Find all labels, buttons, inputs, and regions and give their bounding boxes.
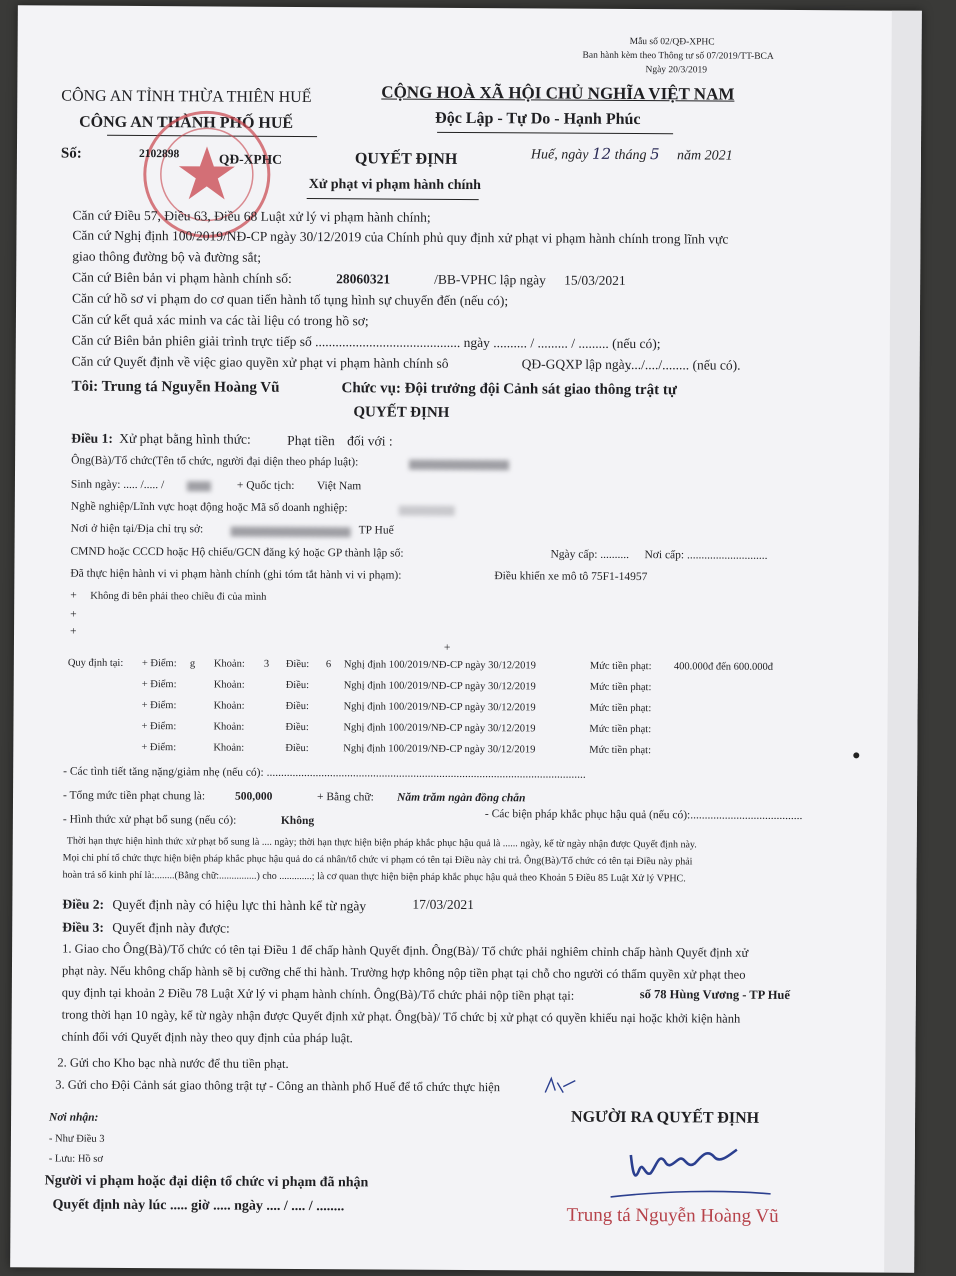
nationality-value: Việt Nam: [316, 480, 362, 493]
ink-dot: [853, 752, 859, 758]
person-label: Ông(Bà)/Tổ chức(Tên tổ chức, người đại diện theo pháp luật):: [71, 454, 359, 469]
khoan-label: Khoản:: [213, 700, 245, 712]
additional-label: - Hình thức xử phạt bổ sung (nếu có):: [62, 813, 237, 827]
recipient-1: - Như Điều 3: [48, 1133, 105, 1145]
violation-value: Điều khiển xe mô tô 75F1-14957: [494, 570, 648, 584]
fine-label: Mức tiền phạt:: [589, 723, 652, 736]
decree-ref: Nghị định 100/2019/NĐ-CP ngày 30/12/2019: [343, 722, 536, 735]
place-date-prefix: Huế, ngày: [530, 147, 589, 163]
regulation-prefix: Quy định tại:: [67, 657, 124, 669]
article2-text: Quyết định này có hiệu lực thi hành kể từ ngày: [112, 896, 367, 914]
payment-place: số 78 Hùng Vương - TP Huế: [639, 987, 790, 1002]
penalty-note-2: Mọi chi phí tổ chức thực hiện biện pháp khắc phục hậu quả do cá nhân/tổ chức vi phạm có tên tại Điều này chi trả. Ông(Bà)/Tổ chức có tên tại Điều này phải: [62, 852, 693, 868]
day-value: 12: [591, 144, 612, 163]
country-name: CỘNG HOÀ XÃ HỘI CHỦ NGHĨA VIỆT NAM: [381, 82, 735, 104]
words-label: + Bằng chữ:: [316, 791, 374, 804]
dieu-label: Điều:: [285, 658, 310, 671]
article3-p3: 3. Gửi cho Đội Cảnh sát giao thông trật tự - Công an thành phố Huế để tổ chức thực hiện: [55, 1077, 501, 1095]
khoan-label: Khoản:: [213, 721, 245, 733]
dieu-value: 6: [325, 659, 332, 671]
violator-ack: Người vi phạm hoặc đại diện tổ chức vi phạm đã nhận: [44, 1173, 369, 1191]
ground-5: Căn cứ kết quả xác minh va các tài liệu có trong hồ sơ;: [71, 311, 369, 329]
remedial-label: - Các biện pháp khắc phục hậu quả (nếu có):.......................................: [484, 808, 803, 823]
issue-date: Ngày cấp: ..........: [550, 548, 630, 561]
article3-heading: Điều 3:: [62, 919, 104, 935]
violation-item-1: Không đi bên phải theo chiều đi của mình: [90, 590, 267, 603]
total-label: - Tổng mức tiền phạt chung là:: [62, 789, 206, 803]
fine-label: Mức tiền phạt:: [589, 681, 652, 694]
ground-6: Căn cứ Biên bản phiên giải trình trực tiếp số ........................................... ngày .......... / ......... / ......... (nếu có);: [71, 332, 661, 352]
khoan-label: Khoản:: [213, 742, 245, 754]
words-value: Năm trăm ngàn đồng chẵn: [396, 791, 526, 805]
address-label: Nơi ở hiện tại/Địa chỉ trụ sở:: [70, 522, 204, 536]
penalty-note-3: hoàn trả số kinh phí là:........(Bằng chữ:...............) cho .............; là cơ quan thực hiện biện pháp khắc phục hậu quả theo Khoản 5 Điều 85 Luật Xử lý VPHC.: [62, 869, 686, 885]
fine-value: 400.000đ đến 600.000đ: [673, 661, 774, 673]
motto: Độc Lập - Tự Do - Hạnh Phúc: [435, 109, 641, 129]
penalty-note-1: Thời hạn thực hiện hình thức xử phạt bổ sung là .... ngày; thời hạn thực hiện biện pháp khắc phục hậu quả là ...... ngày, kể từ ngày nhận được Quyết định này.: [66, 835, 697, 851]
number-suffix: QĐ-XPHC: [218, 151, 282, 167]
signer-title: NGƯỜI RA QUYẾT ĐỊNH: [571, 1108, 760, 1127]
dieu-label: Điều:: [285, 721, 309, 734]
number-value: 2102898: [138, 147, 180, 161]
fine-label: Mức tiền phạt:: [589, 660, 652, 673]
ground-3-date: 15/03/2021: [564, 272, 626, 288]
redacted-job: [399, 506, 455, 516]
decree-ref: Nghị định 100/2019/NĐ-CP ngày 30/12/2019: [343, 701, 536, 714]
khoan-label: Khoản:: [213, 679, 245, 691]
article3-p1d: trong thời hạn 10 ngày, kể từ ngày nhận được Quyết định xử phạt. Ông(bà)/ Tổ chức bị xử phạt có quyền khiếu nại hoặc khởi kiện hành: [61, 1007, 741, 1026]
ground-2b: giao thông đường bộ và đường sắt;: [72, 248, 262, 265]
additional-value: Không: [280, 814, 315, 828]
article3-p2: 2. Gửi cho Kho bạc nhà nước để thu tiền phạt.: [57, 1055, 289, 1071]
decree-ref: Nghị định 100/2019/NĐ-CP ngày 30/12/2019: [343, 659, 536, 672]
address-city: TP Huế: [358, 524, 394, 537]
page-edge: [884, 11, 922, 1273]
violation-label: Đã thực hiện hành vi vi phạm hành chính (ghi tóm tắt hành vi vi phạm):: [70, 567, 402, 582]
subtitle-underline: [307, 198, 479, 200]
ground-7a: Căn cứ Quyết định về việc giao quyền xử phạt vi phạm hành chính sô: [71, 353, 449, 371]
article1-fine: Phạt tiền: [287, 432, 335, 449]
article3-p1c: quy định tại khoản 2 Điều 78 Luật Xử lý vi phạm hành chính. Ông(Bà)/Tổ chức phải nộp tiền phạt tại:: [61, 985, 575, 1003]
violation-plus-4: +: [443, 641, 451, 654]
article3-p1a: 1. Giao cho Ông(Bà)/Tổ chức có tên tại Điều 1 để chấp hành Quyết định. Ông(Bà)/ Tổ chức phải nghiêm chỉnh chấp hành Quyết định xử: [62, 941, 749, 960]
form-ref-2: Ban hành kèm theo Thông tư số 07/2019/TT-BCA: [582, 50, 774, 62]
form-ref-3: Ngày 20/3/2019: [645, 65, 707, 76]
dieu-label: Điều:: [285, 742, 309, 755]
place-date: [531, 144, 733, 164]
ground-7c: ..../..../........ (nếu có).: [627, 356, 741, 373]
year-label: năm 2021: [676, 148, 733, 164]
fine-label: Mức tiền phạt:: [589, 702, 652, 715]
violator-time: Quyết định này lúc ..... giờ ..... ngày .... / .... / ........: [52, 1197, 345, 1215]
dob-label: Sinh ngày: ..... /..... /: [70, 478, 165, 492]
job-label: Nghề nghiệp/Lĩnh vực hoạt động hoặc Mã số doanh nghiệp:: [70, 500, 348, 515]
ground-2a: Căn cứ Nghị định 100/2019/NĐ-CP ngày 30/12/2019 của Chính phủ quy định xử phạt vi phạm hành chính trong lĩnh vực: [72, 227, 729, 247]
violation-plus-2: +: [70, 608, 77, 621]
redacted-year: [187, 481, 211, 491]
recipients-label: Nơi nhận:: [49, 1111, 99, 1124]
article1-against: đối với :: [347, 433, 393, 449]
violation-plus-3: +: [70, 625, 77, 638]
decision-heading: QUYẾT ĐỊNH: [353, 404, 450, 421]
officer-name: Tôi: Trung tá Nguyễn Hoàng Vũ: [71, 378, 280, 396]
agency-2: CÔNG AN THÀNH PHỐ HUẾ: [79, 113, 294, 132]
nationality-label: + Quốc tịch:: [236, 479, 295, 492]
initial-mark: [541, 1074, 581, 1098]
dieu-label: Điều:: [285, 679, 310, 692]
diem-label: + Điểm:: [141, 658, 177, 670]
article2-date: 17/03/2021: [412, 896, 474, 913]
motto-underline: [437, 132, 673, 134]
redacted-name: [409, 460, 509, 471]
recipient-2: - Lưu: Hồ sơ: [48, 1153, 103, 1165]
diem-value: g: [189, 658, 196, 670]
circumstances: - Các tình tiết tăng nặng/giảm nhẹ (nếu có): ...............................................................................................................: [63, 765, 586, 781]
ground-3-suffix: /BB-VPHC lập ngày: [434, 271, 547, 288]
khoan-label: Khoản:: [213, 658, 245, 670]
article3-p1e: chính đối với Quyết định này theo quy định của pháp luật.: [61, 1029, 353, 1046]
diem-label: + Điểm:: [141, 700, 177, 712]
article3-text: Quyết định này được:: [112, 919, 230, 936]
redacted-address: [231, 527, 351, 538]
form-ref-1: Mẫu số 02/QĐ-XPHC: [629, 36, 715, 48]
decree-ref: Nghị định 100/2019/NĐ-CP ngày 30/12/2019: [343, 743, 536, 756]
khoan-value: 3: [263, 658, 270, 670]
number-label: Số:: [60, 145, 82, 162]
agency-1: CÔNG AN TỈNH THỪA THIÊN HUẾ: [61, 87, 312, 107]
ground-3-number: 28060321: [336, 271, 391, 287]
dieu-label: Điều:: [285, 700, 309, 713]
signer-name: Trung tá Nguyễn Hoàng Vũ: [566, 1204, 779, 1227]
officer-position: Chức vụ: Đội trưởng đội Cảnh sát giao thông trật tự: [341, 380, 677, 399]
ground-7b: QĐ-GQXP lập ngày: [521, 356, 632, 373]
diem-label: + Điểm:: [141, 679, 177, 691]
month-value: 5: [649, 145, 660, 164]
article2-heading: Điều 2:: [62, 896, 105, 912]
ground-4: Căn cứ hồ sơ vi phạm do cơ quan tiến hành tố tụng hình sự chuyển đến (nếu có);: [72, 290, 509, 309]
signature: [580, 1133, 780, 1214]
fine-label: Mức tiền phạt:: [589, 744, 652, 757]
decision-title: QUYẾT ĐỊNH: [354, 150, 458, 168]
violation-plus-1: +: [70, 589, 77, 602]
article1-form: Xử phạt bằng hình thức:: [119, 430, 251, 447]
article3-p1b: phạt này. Nếu không chấp hành sẽ bị cưỡng chế thi hành. Trường hợp không nộp tiền phạt tại chỗ cho người có thẩm quyền xử phạt theo: [61, 963, 746, 982]
id-label: CMND hoặc CCCD hoặc Hộ chiếu/GCN đăng ký hoặc GP thành lập số:: [70, 545, 404, 560]
diem-label: + Điểm:: [141, 721, 177, 733]
article1-heading: Điều 1:: [71, 430, 113, 446]
document-page: [10, 5, 922, 1272]
month-label: tháng: [614, 147, 647, 164]
issue-place: Nơi cấp: ............................: [644, 549, 768, 562]
ground-3-label: Căn cứ Biên bản vi phạm hành chính số:: [72, 269, 292, 286]
diem-label: + Điểm:: [141, 742, 177, 754]
decree-ref: Nghị định 100/2019/NĐ-CP ngày 30/12/2019: [343, 680, 536, 693]
total-value: 500,000: [234, 790, 273, 803]
decision-subtitle: Xử phạt vi phạm hành chính: [308, 177, 482, 194]
ground-1: Căn cứ Điều 57, Điều 63, Điều 68 Luật xử lý vi phạm hành chính;: [72, 207, 431, 225]
